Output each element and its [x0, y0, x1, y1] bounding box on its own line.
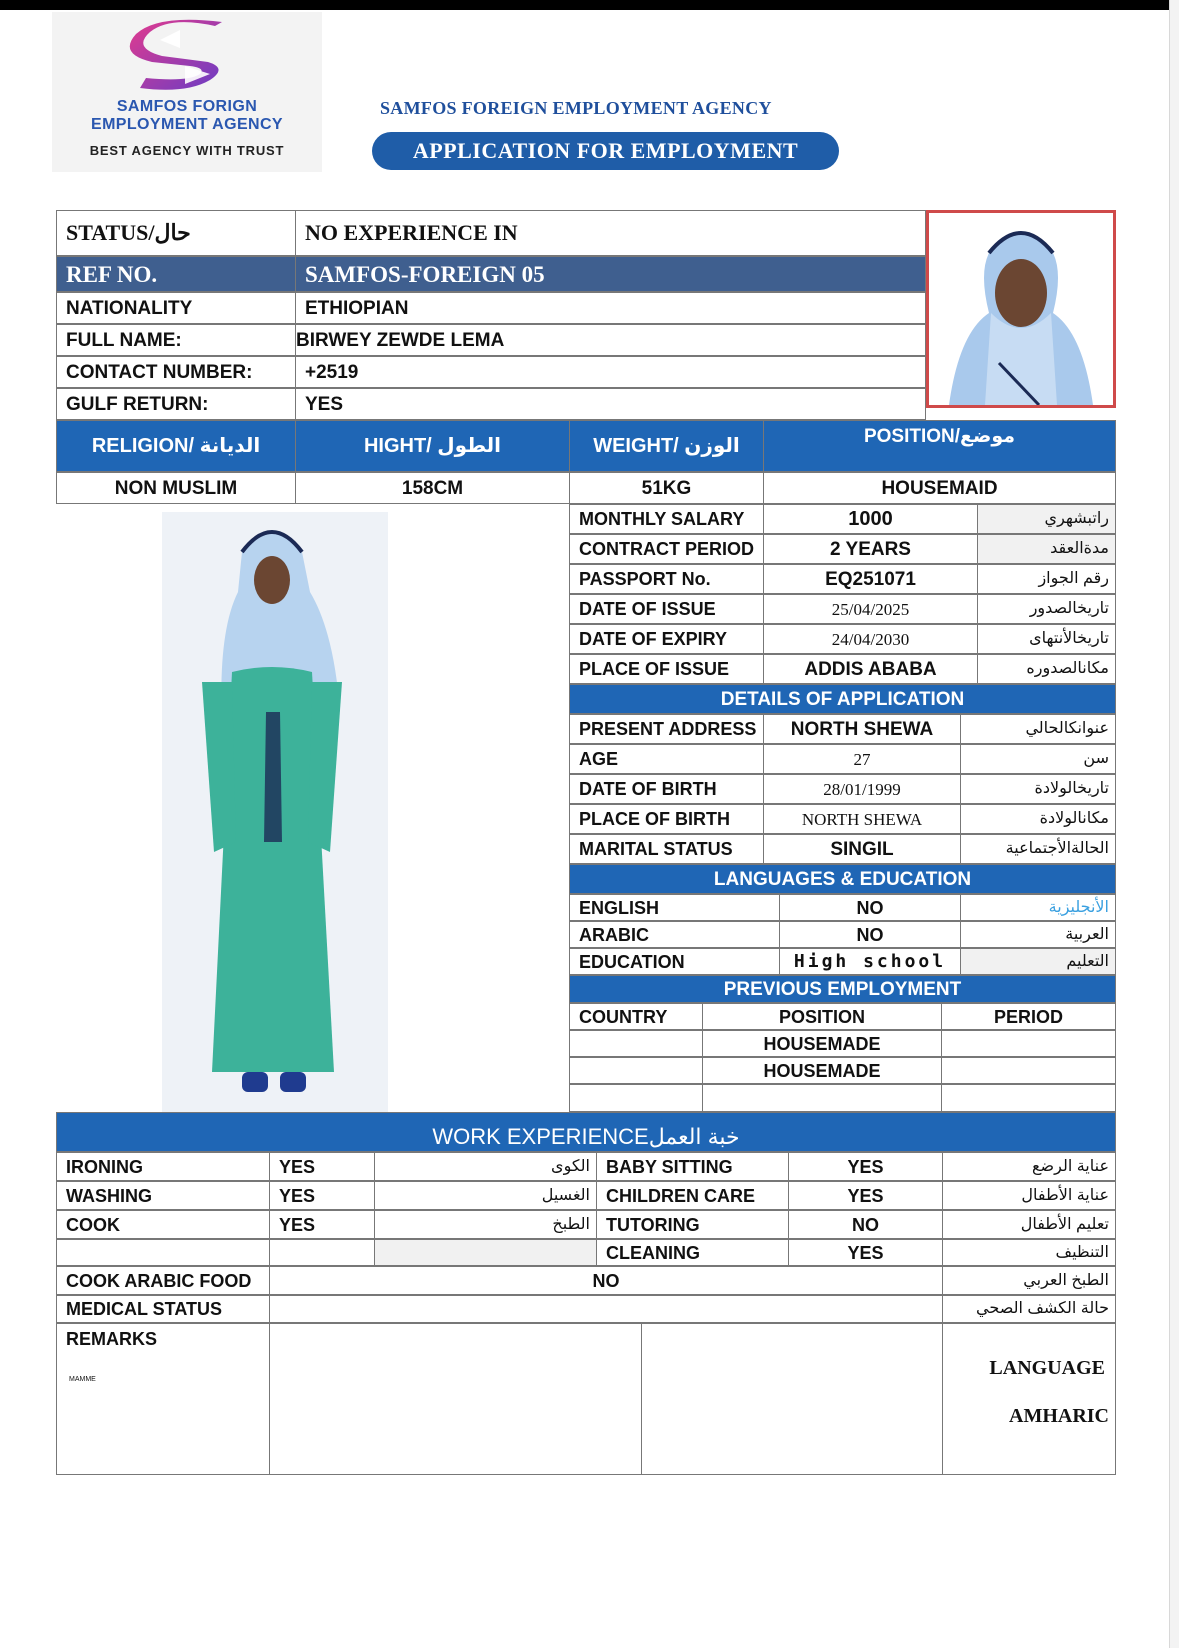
weight-header: WEIGHT/ الوزن [569, 420, 764, 472]
work-left-label-0: IRONING [56, 1152, 270, 1181]
ref-value: SAMFOS-FOREIGN 05 [295, 256, 926, 292]
lang-label-0: ENGLISH [569, 894, 780, 921]
remarks-small: MAMME [69, 1376, 96, 1383]
contract-arabic-5: مكانالصدوره [977, 654, 1116, 684]
lang-value-2: High school [779, 948, 961, 975]
work-right-label-0: BABY SITTING [596, 1152, 789, 1181]
page-edge [1169, 0, 1179, 1648]
work-right-arabic-0: عناية الرضع [942, 1152, 1116, 1181]
hight-header: HIGHT/ الطول [295, 420, 570, 472]
details-label-0: PRESENT ADDRESS [569, 714, 764, 744]
prev-row1-country [569, 1057, 703, 1084]
fullname-label: FULL NAME: [56, 324, 296, 356]
work-right-value-0: YES [788, 1152, 943, 1181]
status-label: STATUS/حال [56, 210, 296, 256]
details-arabic-3: مكانالولادة [960, 804, 1116, 834]
prev-row0-period [941, 1030, 1116, 1057]
details-label-4: MARITAL STATUS [569, 834, 764, 864]
medical-label-text: MEDICAL STATUS [66, 1299, 222, 1319]
contract-value-5: ADDIS ABABA [763, 654, 978, 684]
ref-label: REF NO. [56, 256, 296, 292]
position-value: HOUSEMAID [763, 472, 1116, 504]
contract-arabic-1: مدةالعقد [977, 534, 1116, 564]
portrait-photo [926, 210, 1116, 408]
details-label-3: PLACE OF BIRTH [569, 804, 764, 834]
prev-header-country: COUNTRY [569, 1003, 703, 1030]
contract-label-0: MONTHLY SALARY [569, 504, 764, 534]
lang-label-1: ARABIC [569, 921, 780, 948]
work-right-arabic-1: عناية الأطفال [942, 1181, 1116, 1210]
arabic-food-label: COOK ARABIC FOOD [56, 1266, 270, 1295]
work-left-arabic-0: الكوى [374, 1152, 597, 1181]
prev-row1-position: HOUSEMADE [702, 1057, 942, 1084]
work-right-value-2: NO [788, 1210, 943, 1239]
logo-line1: SAMFOS FORIGN [116, 98, 258, 115]
details-arabic-2: تاريخالولادة [960, 774, 1116, 804]
religion-header: RELIGION/ الديانة [56, 420, 296, 472]
prev-row0-country [569, 1030, 703, 1057]
lang-value-0: NO [779, 894, 961, 921]
details-arabic-1: سن [960, 744, 1116, 774]
details-value-3: NORTH SHEWA [763, 804, 961, 834]
remarks-label: REMARKS [66, 1329, 158, 1349]
work-right-value-1: YES [788, 1181, 943, 1210]
nationality-value: ETHIOPIAN [295, 292, 926, 324]
language-cell [942, 1323, 1116, 1475]
language-value: AMHARIC [1009, 1405, 1109, 1427]
fullname-value: BIRWEY ZEWDE LEMA [295, 324, 926, 356]
contract-arabic-3: تاريخالصدور [977, 594, 1116, 624]
prev-row0-position: HOUSEMADE [702, 1030, 942, 1057]
contract-arabic-0: راتبشهري [977, 504, 1116, 534]
work-left-arabic-2: الطبخ [374, 1210, 597, 1239]
contact-value: +2519 [295, 356, 926, 388]
prev-row1-period [941, 1057, 1116, 1084]
work-left-value-1: YES [269, 1181, 375, 1210]
details-value-4: SINGIL [763, 834, 961, 864]
medical-arabic: حالة الكشف الصحي [942, 1295, 1116, 1323]
work-right-label-2: TUTORING [596, 1210, 789, 1239]
work-left-label-2: COOK [56, 1210, 270, 1239]
work-left-blank-label [56, 1239, 270, 1266]
work-left-value-2: YES [269, 1210, 375, 1239]
prev-header-position: POSITION [702, 1003, 942, 1030]
contract-label-2: PASSPORT No. [569, 564, 764, 594]
details-arabic-0: عنوانكالحالي [960, 714, 1116, 744]
contract-label-5: PLACE OF ISSUE [569, 654, 764, 684]
work-right-arabic-2: تعليم الأطفال [942, 1210, 1116, 1239]
work-right-label-1: CHILDREN CARE [596, 1181, 789, 1210]
form-title: APPLICATION FOR EMPLOYMENT [372, 132, 839, 170]
contract-label-3: DATE OF ISSUE [569, 594, 764, 624]
prev-header-period: PERIOD [941, 1003, 1116, 1030]
contract-value-3: 25/04/2025 [763, 594, 978, 624]
medical-label [56, 1295, 270, 1323]
arabic-food-arabic: الطبخ العربي [942, 1266, 1116, 1295]
contract-arabic-2: رقم الجواز [977, 564, 1116, 594]
language-label: LANGUAGE [989, 1357, 1105, 1379]
contract-value-1: 2 YEARS [763, 534, 978, 564]
work-right-value-3: YES [788, 1239, 943, 1266]
lang-arabic-0: الأنجليزية [960, 894, 1116, 921]
agency-logo [52, 12, 322, 172]
work-left-label-1: WASHING [56, 1181, 270, 1210]
prev-emp-title: PREVIOUS EMPLOYMENT [569, 975, 1116, 1003]
hight-value: 158CM [295, 472, 570, 504]
nationality-label: NATIONALITY [56, 292, 296, 324]
details-value-1: 27 [763, 744, 961, 774]
contract-value-2: EQ251071 [763, 564, 978, 594]
work-exp-title: WORK EXPERIENCEخبة العمل [56, 1112, 1116, 1152]
medical-value [269, 1295, 943, 1323]
samfos-s-icon [110, 18, 260, 98]
contract-label-4: DATE OF EXPIRY [569, 624, 764, 654]
contract-arabic-4: تاريخالأنتهاى [977, 624, 1116, 654]
work-left-blank-value [269, 1239, 375, 1266]
details-label-2: DATE OF BIRTH [569, 774, 764, 804]
work-right-arabic-3: التنظيف [942, 1239, 1116, 1266]
details-arabic-4: الحالةالأجتماعية [960, 834, 1116, 864]
lang-arabic-1: العربية [960, 921, 1116, 948]
position-header: POSITION/موضع [763, 420, 1116, 472]
contract-value-0: 1000 [763, 504, 978, 534]
top-border [0, 0, 1179, 10]
languages-title: LANGUAGES & EDUCATION [569, 864, 1116, 894]
work-right-label-3: CLEANING [596, 1239, 789, 1266]
details-value-2: 28/01/1999 [763, 774, 961, 804]
details-value-0: NORTH SHEWA [763, 714, 961, 744]
agency-name: SAMFOS FOREIGN EMPLOYMENT AGENCY [380, 98, 772, 118]
lang-label-2: EDUCATION [569, 948, 780, 975]
remarks-field-1[interactable] [269, 1323, 642, 1475]
gulf-value: YES [295, 388, 926, 420]
lang-arabic-2: التعليم [960, 948, 1116, 975]
contact-label: CONTACT NUMBER: [56, 356, 296, 388]
work-left-blank-arabic [374, 1239, 597, 1266]
details-title: DETAILS OF APPLICATION [569, 684, 1116, 714]
contract-value-4: 24/04/2030 [763, 624, 978, 654]
prev-row2-position [702, 1084, 942, 1112]
work-left-arabic-1: الغسيل [374, 1181, 597, 1210]
remarks-field-2[interactable] [641, 1323, 943, 1475]
logo-tagline: BEST AGENCY WITH TRUST [89, 143, 285, 158]
gulf-label: GULF RETURN: [56, 388, 296, 420]
contract-label-1: CONTRACT PERIOD [569, 534, 764, 564]
details-label-1: AGE [569, 744, 764, 774]
status-value: NO EXPERIENCE IN [295, 210, 926, 256]
arabic-food-value: NO [269, 1266, 943, 1295]
prev-row2-period [941, 1084, 1116, 1112]
work-left-value-0: YES [269, 1152, 375, 1181]
lang-value-1: NO [779, 921, 961, 948]
full-body-photo [162, 512, 388, 1114]
prev-row2-country [569, 1084, 703, 1112]
remarks-cell [56, 1323, 270, 1475]
religion-value: NON MUSLIM [56, 472, 296, 504]
logo-line2: EMPLOYMENT AGENCY [91, 116, 283, 133]
weight-value: 51KG [569, 472, 764, 504]
